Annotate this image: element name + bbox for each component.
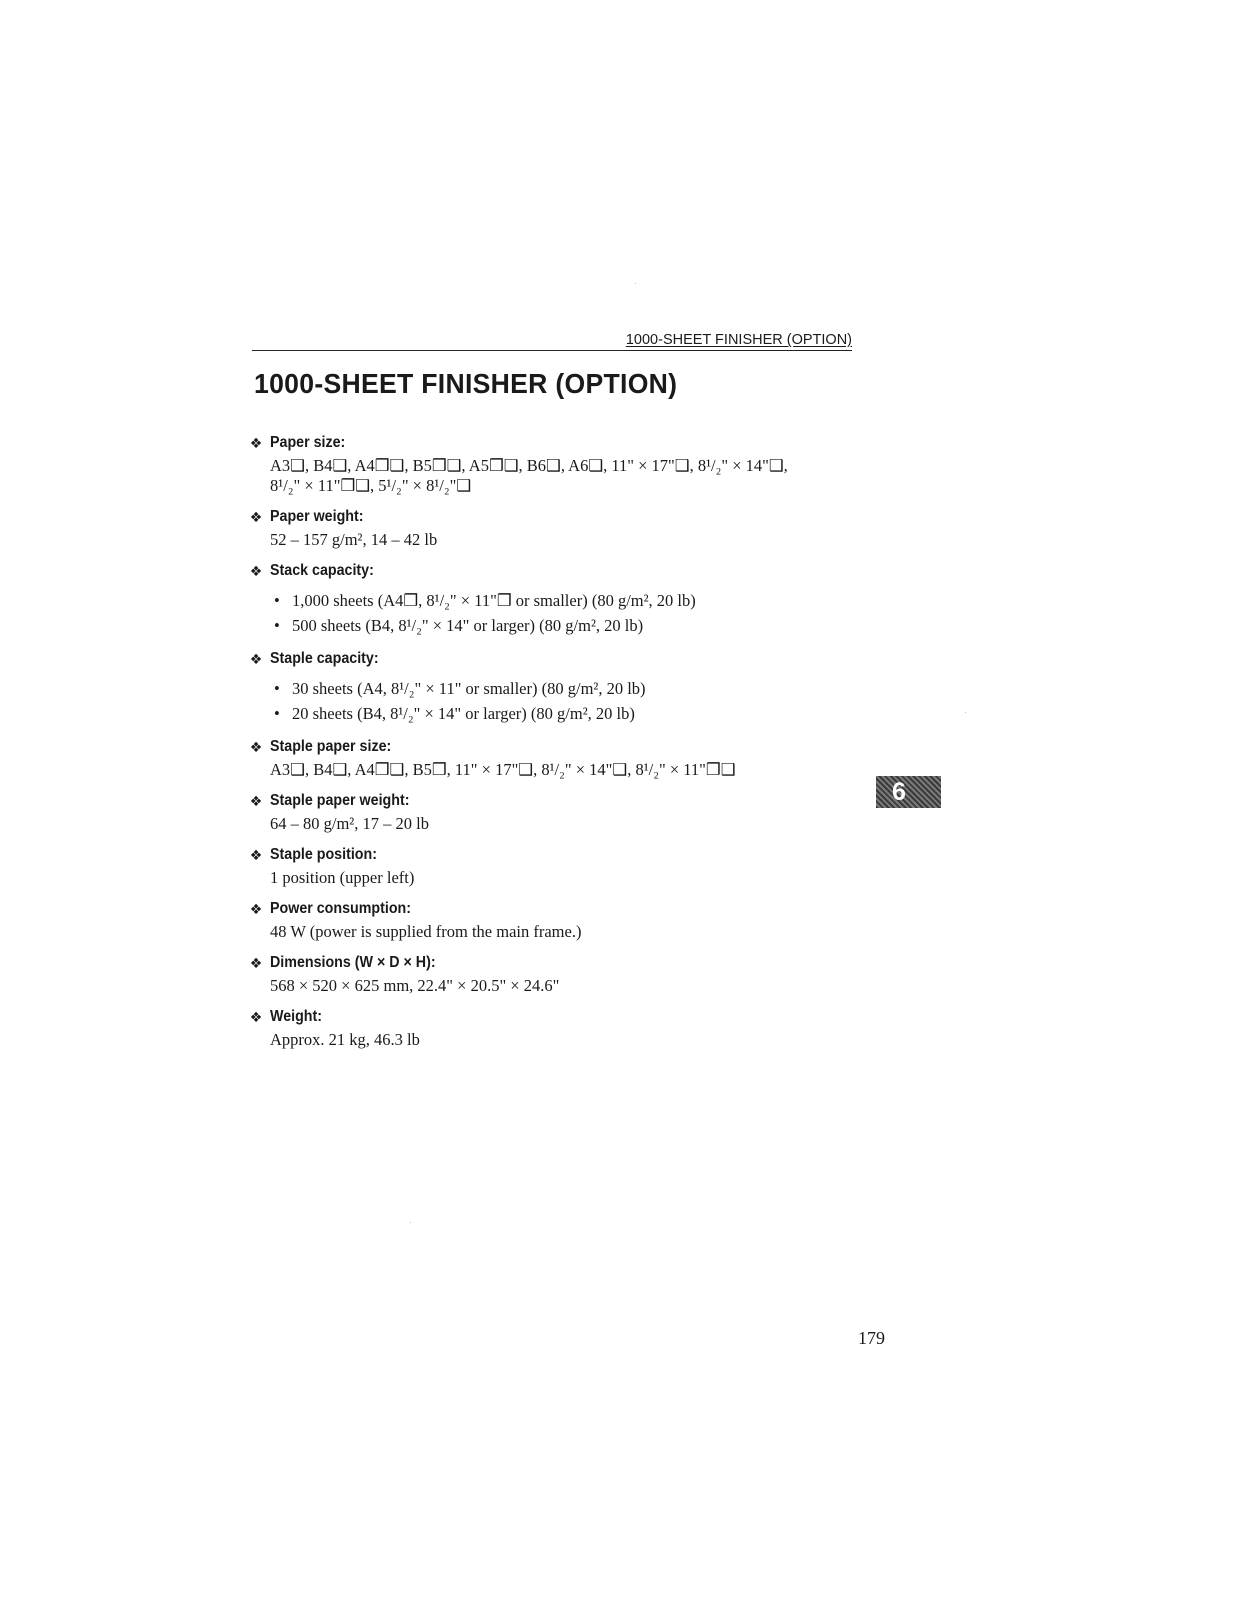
scan-speck <box>410 1222 411 1223</box>
spec-weight <box>248 1004 888 1050</box>
spec-value-line: 48 W (power is supplied from the main frame.) <box>270 922 582 941</box>
spec-label: Paper size: <box>270 434 346 451</box>
spec-staple-paper-size <box>248 734 888 780</box>
list-item: • 20 sheets (B4, 8¹/₂" × 14" or larger) (80 g/m², 20 lb) <box>274 701 888 726</box>
scan-speck <box>965 712 966 713</box>
running-header <box>252 330 852 351</box>
list-item: • 30 sheets (A4, 8¹/₂" × 11" or smaller) (80 g/m², 20 lb) <box>274 676 888 701</box>
diamond-bullet-icon: ❖ <box>249 738 263 755</box>
chapter-tab <box>876 776 941 808</box>
spec-staple-capacity <box>248 646 888 726</box>
diamond-bullet-icon: ❖ <box>249 792 263 809</box>
scan-speck <box>635 283 636 284</box>
spec-label: Staple paper size: <box>270 738 392 755</box>
spec-value-line: 1 position (upper left) <box>270 868 415 887</box>
spec-value-line: A3❑, B4❑, A4❒❑, B5❒❑, A5❒❑, B6❑, A6❑, 11" × 17"❑, 8¹/₂" × 14"❑, <box>270 456 788 475</box>
diamond-bullet-icon: ❖ <box>249 1008 263 1025</box>
spec-staple-paper-weight <box>248 788 888 834</box>
spec-power-consumption <box>248 896 888 942</box>
diamond-bullet-icon: ❖ <box>249 650 263 667</box>
list-item: • 500 sheets (B4, 8¹/₂" × 14" or larger) (80 g/m², 20 lb) <box>274 613 888 638</box>
spec-dimensions <box>248 950 888 996</box>
spec-label: Staple paper weight: <box>270 792 410 809</box>
page-number: 179 <box>858 1328 885 1348</box>
diamond-bullet-icon: ❖ <box>249 562 263 579</box>
diamond-bullet-icon: ❖ <box>249 434 263 451</box>
spec-value-line: A3❑, B4❑, A4❒❑, B5❒, 11" × 17"❑, 8¹/₂" × 14"❑, 8¹/₂" × 11"❒❑ <box>270 760 736 779</box>
spec-label: Dimensions (W × D × H): <box>270 954 436 971</box>
diamond-bullet-icon: ❖ <box>249 508 263 525</box>
spec-paper-weight <box>248 504 888 550</box>
spec-value-line: 568 × 520 × 625 mm, 22.4" × 20.5" × 24.6" <box>270 976 560 995</box>
spec-list <box>248 430 888 1058</box>
diamond-bullet-icon: ❖ <box>249 846 263 863</box>
running-header-text: 1000-SHEET FINISHER (OPTION) <box>625 332 852 348</box>
spec-stack-capacity <box>248 558 888 638</box>
diamond-bullet-icon: ❖ <box>249 954 263 971</box>
spec-label: Staple capacity: <box>270 650 379 667</box>
spec-value-line: 64 – 80 g/m², 17 – 20 lb <box>270 814 429 833</box>
spec-paper-size <box>248 430 888 496</box>
spec-staple-position <box>248 842 888 888</box>
spec-label: Weight: <box>270 1008 323 1025</box>
spec-value-line: Approx. 21 kg, 46.3 lb <box>270 1030 420 1049</box>
spec-label: Staple position: <box>270 846 377 863</box>
spec-value-line: 8¹/₂" × 11"❒❑, 5¹/₂" × 8¹/₂"❑ <box>270 476 472 495</box>
spec-value-line: 52 – 157 g/m², 14 – 42 lb <box>270 530 438 549</box>
chapter-number: 6 <box>892 778 906 806</box>
list-item: • 1,000 sheets (A4❒, 8¹/₂" × 11"❒ or smaller) (80 g/m², 20 lb) <box>274 588 888 613</box>
spec-label: Paper weight: <box>270 508 364 525</box>
spec-label: Stack capacity: <box>270 562 374 579</box>
spec-label: Power consumption: <box>270 900 412 917</box>
diamond-bullet-icon: ❖ <box>249 900 263 917</box>
page-title: 1000-SHEET FINISHER (OPTION) <box>254 368 678 399</box>
